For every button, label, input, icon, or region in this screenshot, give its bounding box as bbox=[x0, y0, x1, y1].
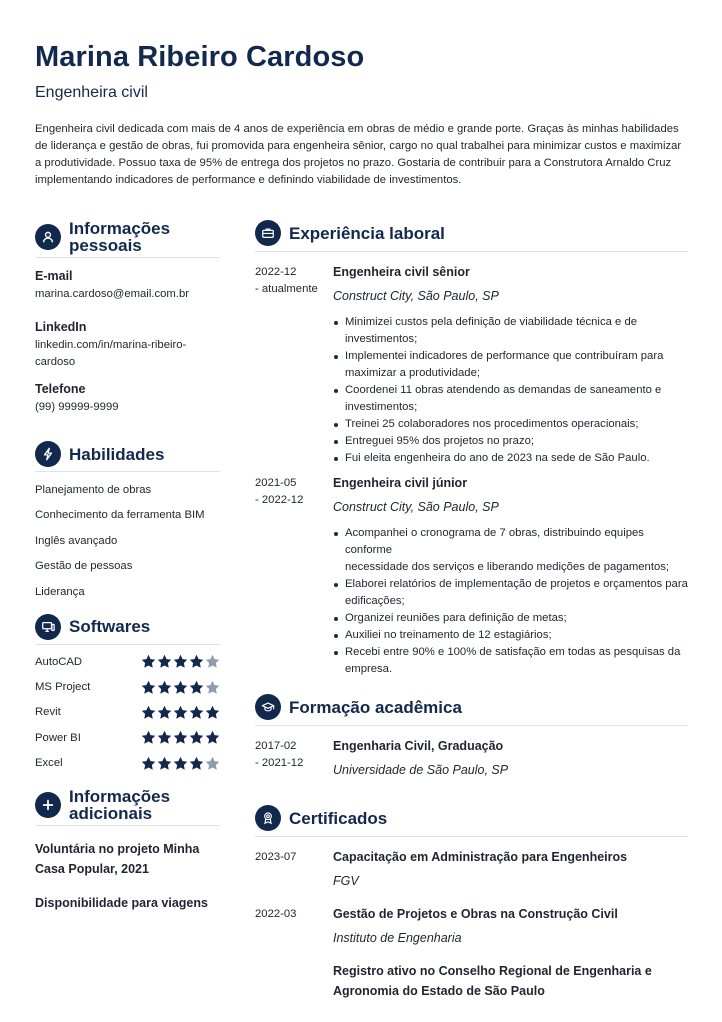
job-company: Construct City, São Paulo, SP bbox=[333, 289, 499, 303]
certificate-entry bbox=[255, 904, 688, 948]
skills-section bbox=[35, 441, 220, 605]
job-title: Engenheira civil júnior bbox=[333, 476, 468, 490]
star-filled-icon bbox=[141, 705, 156, 720]
skills-title: Habilidades bbox=[69, 444, 165, 464]
star-filled-icon bbox=[157, 756, 172, 771]
additional-info-title bbox=[69, 788, 170, 822]
software-rating bbox=[141, 730, 220, 745]
education-degree: Engenharia Civil, Graduação bbox=[333, 739, 504, 753]
star-filled-icon bbox=[189, 730, 204, 745]
star-filled-icon bbox=[173, 654, 188, 669]
certificates-title: Certificados bbox=[289, 808, 388, 828]
resume-header bbox=[35, 40, 685, 103]
star-empty-icon bbox=[205, 654, 220, 669]
bullet-line: empresa. bbox=[345, 663, 393, 675]
software-row bbox=[35, 725, 220, 750]
star-filled-icon bbox=[157, 680, 172, 695]
bullet-line: Acompanhei o cronograma de 7 obras, distribuindo equipes conforme bbox=[345, 527, 644, 556]
software-name: Revit bbox=[35, 706, 61, 719]
job-company: Construct City, São Paulo, SP bbox=[333, 500, 499, 514]
certificate-body bbox=[333, 961, 688, 1001]
skill-item: Gestão de pessoas bbox=[35, 560, 133, 573]
additional-info-title-line1: Informações bbox=[69, 786, 171, 806]
education-date bbox=[255, 736, 333, 780]
certificate-entry bbox=[255, 961, 688, 1001]
email-label: E-mail bbox=[35, 269, 73, 283]
plus-icon bbox=[35, 792, 61, 818]
star-filled-icon bbox=[205, 705, 220, 720]
software-row bbox=[35, 674, 220, 699]
software-row bbox=[35, 751, 220, 776]
certificates-section bbox=[255, 805, 688, 1001]
bullet-line: Minimizei custos pela definição de viabilidade técnica e de bbox=[345, 316, 638, 328]
education-header bbox=[255, 694, 688, 726]
job-date-start: 2022-12 bbox=[255, 266, 297, 278]
experience-section bbox=[255, 220, 688, 678]
star-filled-icon bbox=[141, 730, 156, 745]
software-rating bbox=[141, 756, 220, 771]
certificate-title-line2: Agronomia do Estado de São Paulo bbox=[333, 984, 545, 998]
certificate-issuer: FGV bbox=[333, 874, 359, 888]
bullet-item bbox=[333, 525, 688, 576]
star-filled-icon bbox=[157, 654, 172, 669]
software-name: Excel bbox=[35, 757, 63, 770]
bullet-line: Entreguei 95% dos projetos no prazo; bbox=[345, 435, 535, 447]
additional-item-line1: Voluntária no projeto Minha bbox=[35, 841, 200, 856]
skill-item: Conhecimento da ferramenta BIM bbox=[35, 509, 205, 522]
certificate-issuer: Instituto de Engenharia bbox=[333, 931, 462, 945]
certificate-title: Capacitação em Administração para Engenheiros bbox=[333, 850, 628, 864]
briefcase-icon bbox=[255, 220, 281, 246]
bullet-item bbox=[333, 433, 688, 450]
star-filled-icon bbox=[173, 756, 188, 771]
skill-item: Planejamento de obras bbox=[35, 484, 152, 496]
right-column bbox=[255, 220, 688, 1001]
bullet-line: edificações; bbox=[345, 595, 405, 607]
job-body bbox=[333, 262, 688, 467]
certificate-title: Gestão de Projetos e Obras na Construção Civil bbox=[333, 907, 618, 921]
software-list bbox=[35, 649, 220, 776]
job-entry bbox=[255, 262, 688, 467]
bullet-line: Implementei indicadores de performance que contribuíram para bbox=[345, 350, 664, 362]
personal-info-title-line2: pessoais bbox=[69, 236, 142, 255]
bullet-item bbox=[333, 382, 688, 416]
job-date bbox=[255, 473, 333, 678]
bullet-item bbox=[333, 416, 688, 433]
bullet-item bbox=[333, 610, 688, 627]
education-section bbox=[255, 694, 688, 780]
certificate-entry bbox=[255, 847, 688, 891]
skills-header bbox=[35, 441, 220, 472]
additional-info-section bbox=[35, 788, 220, 913]
star-filled-icon bbox=[157, 730, 172, 745]
bullet-line: Recebi entre 90% e 100% de satisfação em todas as pesquisas da bbox=[345, 646, 681, 658]
star-filled-icon bbox=[189, 756, 204, 771]
medal-icon bbox=[255, 805, 281, 831]
job-date-end: - atualmente bbox=[255, 283, 318, 295]
software-row bbox=[35, 700, 220, 725]
bullet-line: investimentos; bbox=[345, 401, 418, 413]
linkedin-value-line2: cardoso bbox=[35, 356, 76, 368]
star-filled-icon bbox=[205, 730, 220, 745]
bullet-line: Treinei 25 colaboradores nos procedimentos operacionais; bbox=[345, 418, 639, 430]
certificate-date: 2022-03 bbox=[255, 908, 297, 920]
certificate-title-line1: Registro ativo no Conselho Regional de Engenharia e bbox=[333, 964, 652, 978]
star-filled-icon bbox=[173, 705, 188, 720]
software-title: Softwares bbox=[69, 617, 151, 637]
certificate-body bbox=[333, 847, 688, 891]
bullet-line: investimentos; bbox=[345, 333, 418, 345]
user-icon bbox=[35, 224, 61, 250]
certificate-date bbox=[255, 961, 333, 1001]
bullet-line: necessidade dos serviços e liberando medições de pagamentos; bbox=[345, 561, 670, 573]
bullet-line: maximizar a produtividade; bbox=[345, 367, 480, 379]
education-title: Formação acadêmica bbox=[289, 697, 462, 717]
bullet-item bbox=[333, 627, 688, 644]
personal-info-title-line1: Informações bbox=[69, 219, 171, 238]
job-entry bbox=[255, 473, 688, 678]
bullet-item bbox=[333, 576, 688, 610]
bullet-item bbox=[333, 348, 688, 382]
personal-info-section bbox=[35, 220, 220, 416]
bullet-item bbox=[333, 314, 688, 348]
education-date-start: 2017-02 bbox=[255, 740, 297, 752]
lightning-icon bbox=[35, 441, 61, 467]
education-school: Universidade de São Paulo, SP bbox=[333, 763, 509, 777]
candidate-name: Marina Ribeiro Cardoso bbox=[35, 41, 365, 73]
certificates-header bbox=[255, 805, 688, 837]
bullet-line: Coordenei 11 obras atendendo as demandas de saneamento e bbox=[345, 384, 662, 396]
job-date-end: - 2022-12 bbox=[255, 494, 304, 506]
job-bullets bbox=[333, 314, 688, 467]
personal-info-header bbox=[35, 220, 220, 258]
additional-info-title-line2: adicionais bbox=[69, 803, 153, 823]
star-filled-icon bbox=[189, 680, 204, 695]
email-value: marina.cardoso@email.com.br bbox=[35, 288, 189, 300]
bullet-line: Organizei reuniões para definição de metas; bbox=[345, 612, 567, 624]
certificate-date: 2023-07 bbox=[255, 851, 297, 863]
phone-label: Telefone bbox=[35, 382, 86, 396]
certificate-body bbox=[333, 904, 688, 948]
left-column bbox=[35, 220, 220, 913]
skill-item: Liderança bbox=[35, 585, 85, 598]
candidate-role: Engenheira civil bbox=[35, 84, 148, 101]
linkedin-label: LinkedIn bbox=[35, 320, 87, 334]
bullet-item bbox=[333, 644, 688, 678]
additional-info-header bbox=[35, 788, 220, 826]
experience-header bbox=[255, 220, 688, 252]
bullet-line: Elaborei relatórios de implementação de projetos e orçamentos para bbox=[345, 578, 688, 590]
star-filled-icon bbox=[189, 705, 204, 720]
software-section bbox=[35, 614, 220, 776]
job-title: Engenheira civil sênior bbox=[333, 265, 470, 279]
certificate-title bbox=[333, 961, 688, 1001]
job-bullets bbox=[333, 525, 688, 678]
star-filled-icon bbox=[141, 756, 156, 771]
phone-value: (99) 99999-9999 bbox=[35, 401, 119, 413]
experience-title: Experiência laboral bbox=[289, 223, 445, 243]
star-filled-icon bbox=[141, 680, 156, 695]
education-entry bbox=[255, 736, 688, 780]
additional-item-line2: Casa Popular, 2021 bbox=[35, 861, 149, 876]
skills-list bbox=[35, 478, 220, 605]
education-date-end: - 2021-12 bbox=[255, 757, 304, 769]
star-filled-icon bbox=[141, 654, 156, 669]
linkedin-value-line1: linkedin.com/in/marina-ribeiro- bbox=[35, 339, 187, 351]
computer-icon bbox=[35, 614, 61, 640]
star-filled-icon bbox=[157, 705, 172, 720]
star-empty-icon bbox=[205, 680, 220, 695]
software-rating bbox=[141, 705, 220, 720]
star-filled-icon bbox=[173, 730, 188, 745]
education-body bbox=[333, 736, 688, 780]
software-name: MS Project bbox=[35, 681, 91, 694]
job-body bbox=[333, 473, 688, 678]
software-name: AutoCAD bbox=[35, 655, 83, 668]
software-row bbox=[35, 649, 220, 674]
star-empty-icon bbox=[205, 756, 220, 771]
additional-item: Disponibilidade para viagens bbox=[35, 895, 208, 910]
bullet-line: Auxiliei no treinamento de 12 estagiários; bbox=[345, 629, 552, 641]
additional-item bbox=[35, 839, 220, 879]
job-date-start: 2021-05 bbox=[255, 477, 297, 489]
software-rating bbox=[141, 680, 220, 695]
linkedin-value bbox=[35, 337, 220, 371]
job-date bbox=[255, 262, 333, 467]
personal-info-title bbox=[69, 220, 170, 254]
professional-summary: Engenheira civil dedicada com mais de 4 anos de experiência em obras de médio e grande porte. Graças às minhas habilidades de liderança e gestão de obras, fui promovida para engenheira sênior, cargo no qual trabalhei para minimizar custos e maximizar a produtividade. Possuo taxa de 95% de entrega dos projetos no prazo. Gostaria de contribuir para a Construtora Arnaldo Cruz implementando indicadores de performance e definindo viabilidade de investimentos. bbox=[35, 123, 682, 186]
bullet-item bbox=[333, 450, 688, 467]
software-rating bbox=[141, 654, 220, 669]
skill-item: Inglês avançado bbox=[35, 534, 118, 547]
bullet-line: Fui eleita engenheira do ano de 2023 na sede de São Paulo. bbox=[345, 452, 650, 464]
software-header bbox=[35, 614, 220, 645]
graduation-cap-icon bbox=[255, 694, 281, 720]
star-filled-icon bbox=[173, 680, 188, 695]
star-filled-icon bbox=[189, 654, 204, 669]
software-name: Power BI bbox=[35, 731, 81, 744]
